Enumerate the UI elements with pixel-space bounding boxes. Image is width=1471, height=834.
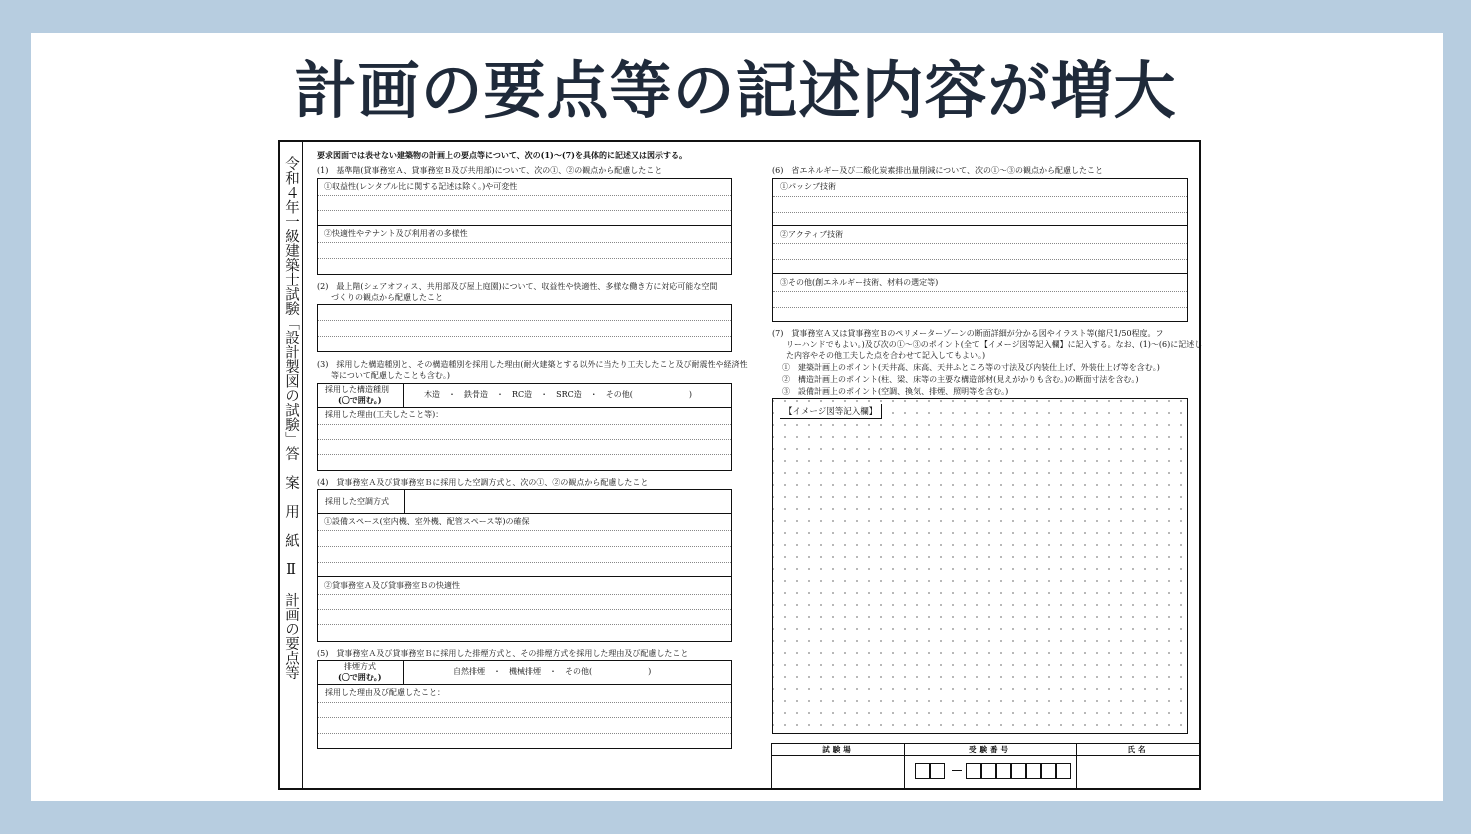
exam-number-box[interactable] bbox=[981, 763, 996, 779]
ac-method-label: 採用した空調方式 bbox=[325, 497, 389, 506]
exam-number-box[interactable] bbox=[1011, 763, 1026, 779]
section4-item1: ①設備スペース(室内機、室外機、配管スペース等)の確保 bbox=[324, 517, 530, 526]
exam-number-box[interactable] bbox=[1026, 763, 1041, 779]
section6-heading: (6) 省エネルギー及び二酸化炭素排出量削減について、次の①〜③の観点から配慮したこと bbox=[772, 166, 1104, 175]
exam-number-box[interactable] bbox=[930, 763, 945, 779]
section1-box[interactable] bbox=[317, 178, 732, 275]
structure-label-note: (〇で囲む。) bbox=[338, 395, 382, 405]
section1-item1: ①収益性(レンタブル比に関する記述は除く。)や可変性 bbox=[324, 182, 518, 191]
section2-heading-line1: (2) 最上階(シェアオフィス、共用部及び屋上庭園)について、収益性や快適性、多様な働き方に対応可能な空間 bbox=[317, 282, 718, 291]
section7-line1: (7) 貸事務室Ａ又は貸事務室Ｂのペリメーターゾーンの断面詳細が分かる図やイラスト等(縮尺1/50程度。フ bbox=[772, 329, 1164, 338]
section4-item2: ②貸事務室Ａ及び貸事務室Ｂの快適性 bbox=[324, 581, 460, 590]
vertical-title: 令和４年一級建築士試験「設計製図の試験」答 案 用 紙 Ⅱ 計画の要点等 bbox=[283, 156, 299, 680]
section2-heading-line2: づくりの観点から配慮したこと bbox=[331, 293, 443, 302]
section4-heading: (4) 貸事務室Ａ及び貸事務室Ｂに採用した空調方式と、次の①、②の観点から配慮したこと bbox=[317, 478, 649, 487]
section4-box[interactable] bbox=[317, 489, 732, 642]
section1-item2: ②快適性やテナント及び利用者の多様性 bbox=[324, 229, 468, 238]
exam-number-dash bbox=[952, 770, 962, 771]
section7-line3: た内容やその他工夫した点を合わせて記入してもよい。) bbox=[786, 351, 986, 360]
footer-table bbox=[771, 743, 1201, 790]
section6-item1: ①パッシブ技術 bbox=[780, 182, 836, 191]
section6-item2: ②アクティブ技術 bbox=[780, 230, 844, 239]
exam-number-box[interactable] bbox=[996, 763, 1011, 779]
footer-name: 氏名 bbox=[1127, 745, 1149, 754]
section7-point2: ② 構造計画上のポイント(柱、梁、床等の主要な構造部材(見えがかりも含む。)の断面寸法を含む。) bbox=[782, 375, 1139, 384]
slide-title: 計画の要点等の記述内容が増大 bbox=[294, 54, 1177, 127]
image-area-label: 【イメージ図等記入欄】 bbox=[780, 404, 882, 419]
section5-heading: (5) 貸事務室Ａ及び貸事務室Ｂに採用した排煙方式と、その排煙方式を採用した理由及び配慮したこと bbox=[317, 649, 689, 658]
section6-item3: ③その他(創エネルギー技術、材料の選定等) bbox=[780, 278, 939, 287]
smoke-label: 排煙方式 bbox=[344, 662, 376, 671]
structure-label: 採用した構造種別 bbox=[325, 385, 389, 394]
exam-number-box[interactable] bbox=[1056, 763, 1071, 779]
section6-box[interactable] bbox=[772, 178, 1188, 322]
section2-box[interactable] bbox=[317, 304, 732, 352]
smoke-reason-label: 採用した理由及び配慮したこと： bbox=[325, 688, 445, 697]
section3-heading-line2: 等について配慮したことも含む。) bbox=[331, 371, 450, 380]
structure-options[interactable]: 木造 ・ 鉄骨造 ・ RC造 ・ SRC造 ・ その他( ) bbox=[424, 390, 693, 399]
footer-exam-number: 受験番号 bbox=[969, 745, 1011, 754]
image-drawing-grid[interactable] bbox=[772, 398, 1188, 734]
section3-box[interactable] bbox=[317, 383, 732, 471]
section3-heading-line1: (3) 採用した構造種別と、その構造種別を採用した理由(耐火建築とする以外に当たり工夫したこと及び耐震性や経済性 bbox=[317, 360, 748, 369]
footer-exam-site: 試験場 bbox=[822, 745, 854, 754]
section5-box[interactable] bbox=[317, 660, 732, 749]
smoke-label-note: (〇で囲む。) bbox=[338, 672, 382, 682]
section1-heading: (1) 基準階(貸事務室Ａ、貸事務室Ｂ及び共用部)について、次の①、②の観点から配慮したこと bbox=[317, 166, 663, 175]
section7-point3: ③ 設備計画上のポイント(空調、換気、排煙、照明等を含む。) bbox=[782, 387, 1009, 396]
section7-point1: ① 建築計画上のポイント(天井高、床高、天井ふところ等の寸法及び内装仕上げ、外装仕上げ等を含む。) bbox=[782, 363, 1160, 372]
vertical-title-strip bbox=[280, 142, 303, 788]
exam-number-box[interactable] bbox=[966, 763, 981, 779]
exam-number-box[interactable] bbox=[1041, 763, 1056, 779]
smoke-options[interactable]: 自然排煙 ・ 機械排煙 ・ その他( ) bbox=[453, 667, 652, 676]
intro-text: 要求図面では表せない建築物の計画上の要点等について、次の(1)〜(7)を具体的に記述又は図示する。 bbox=[317, 150, 687, 160]
structure-reason-label: 採用した理由(工夫したこと等)： bbox=[325, 410, 444, 419]
section7-line2: リーハンドでもよい。)及び次の①〜③のポイント(全て【イメージ図等記入欄】に記入する。なお、(1)〜(6)に記述し bbox=[786, 340, 1203, 349]
exam-number-box[interactable] bbox=[915, 763, 930, 779]
